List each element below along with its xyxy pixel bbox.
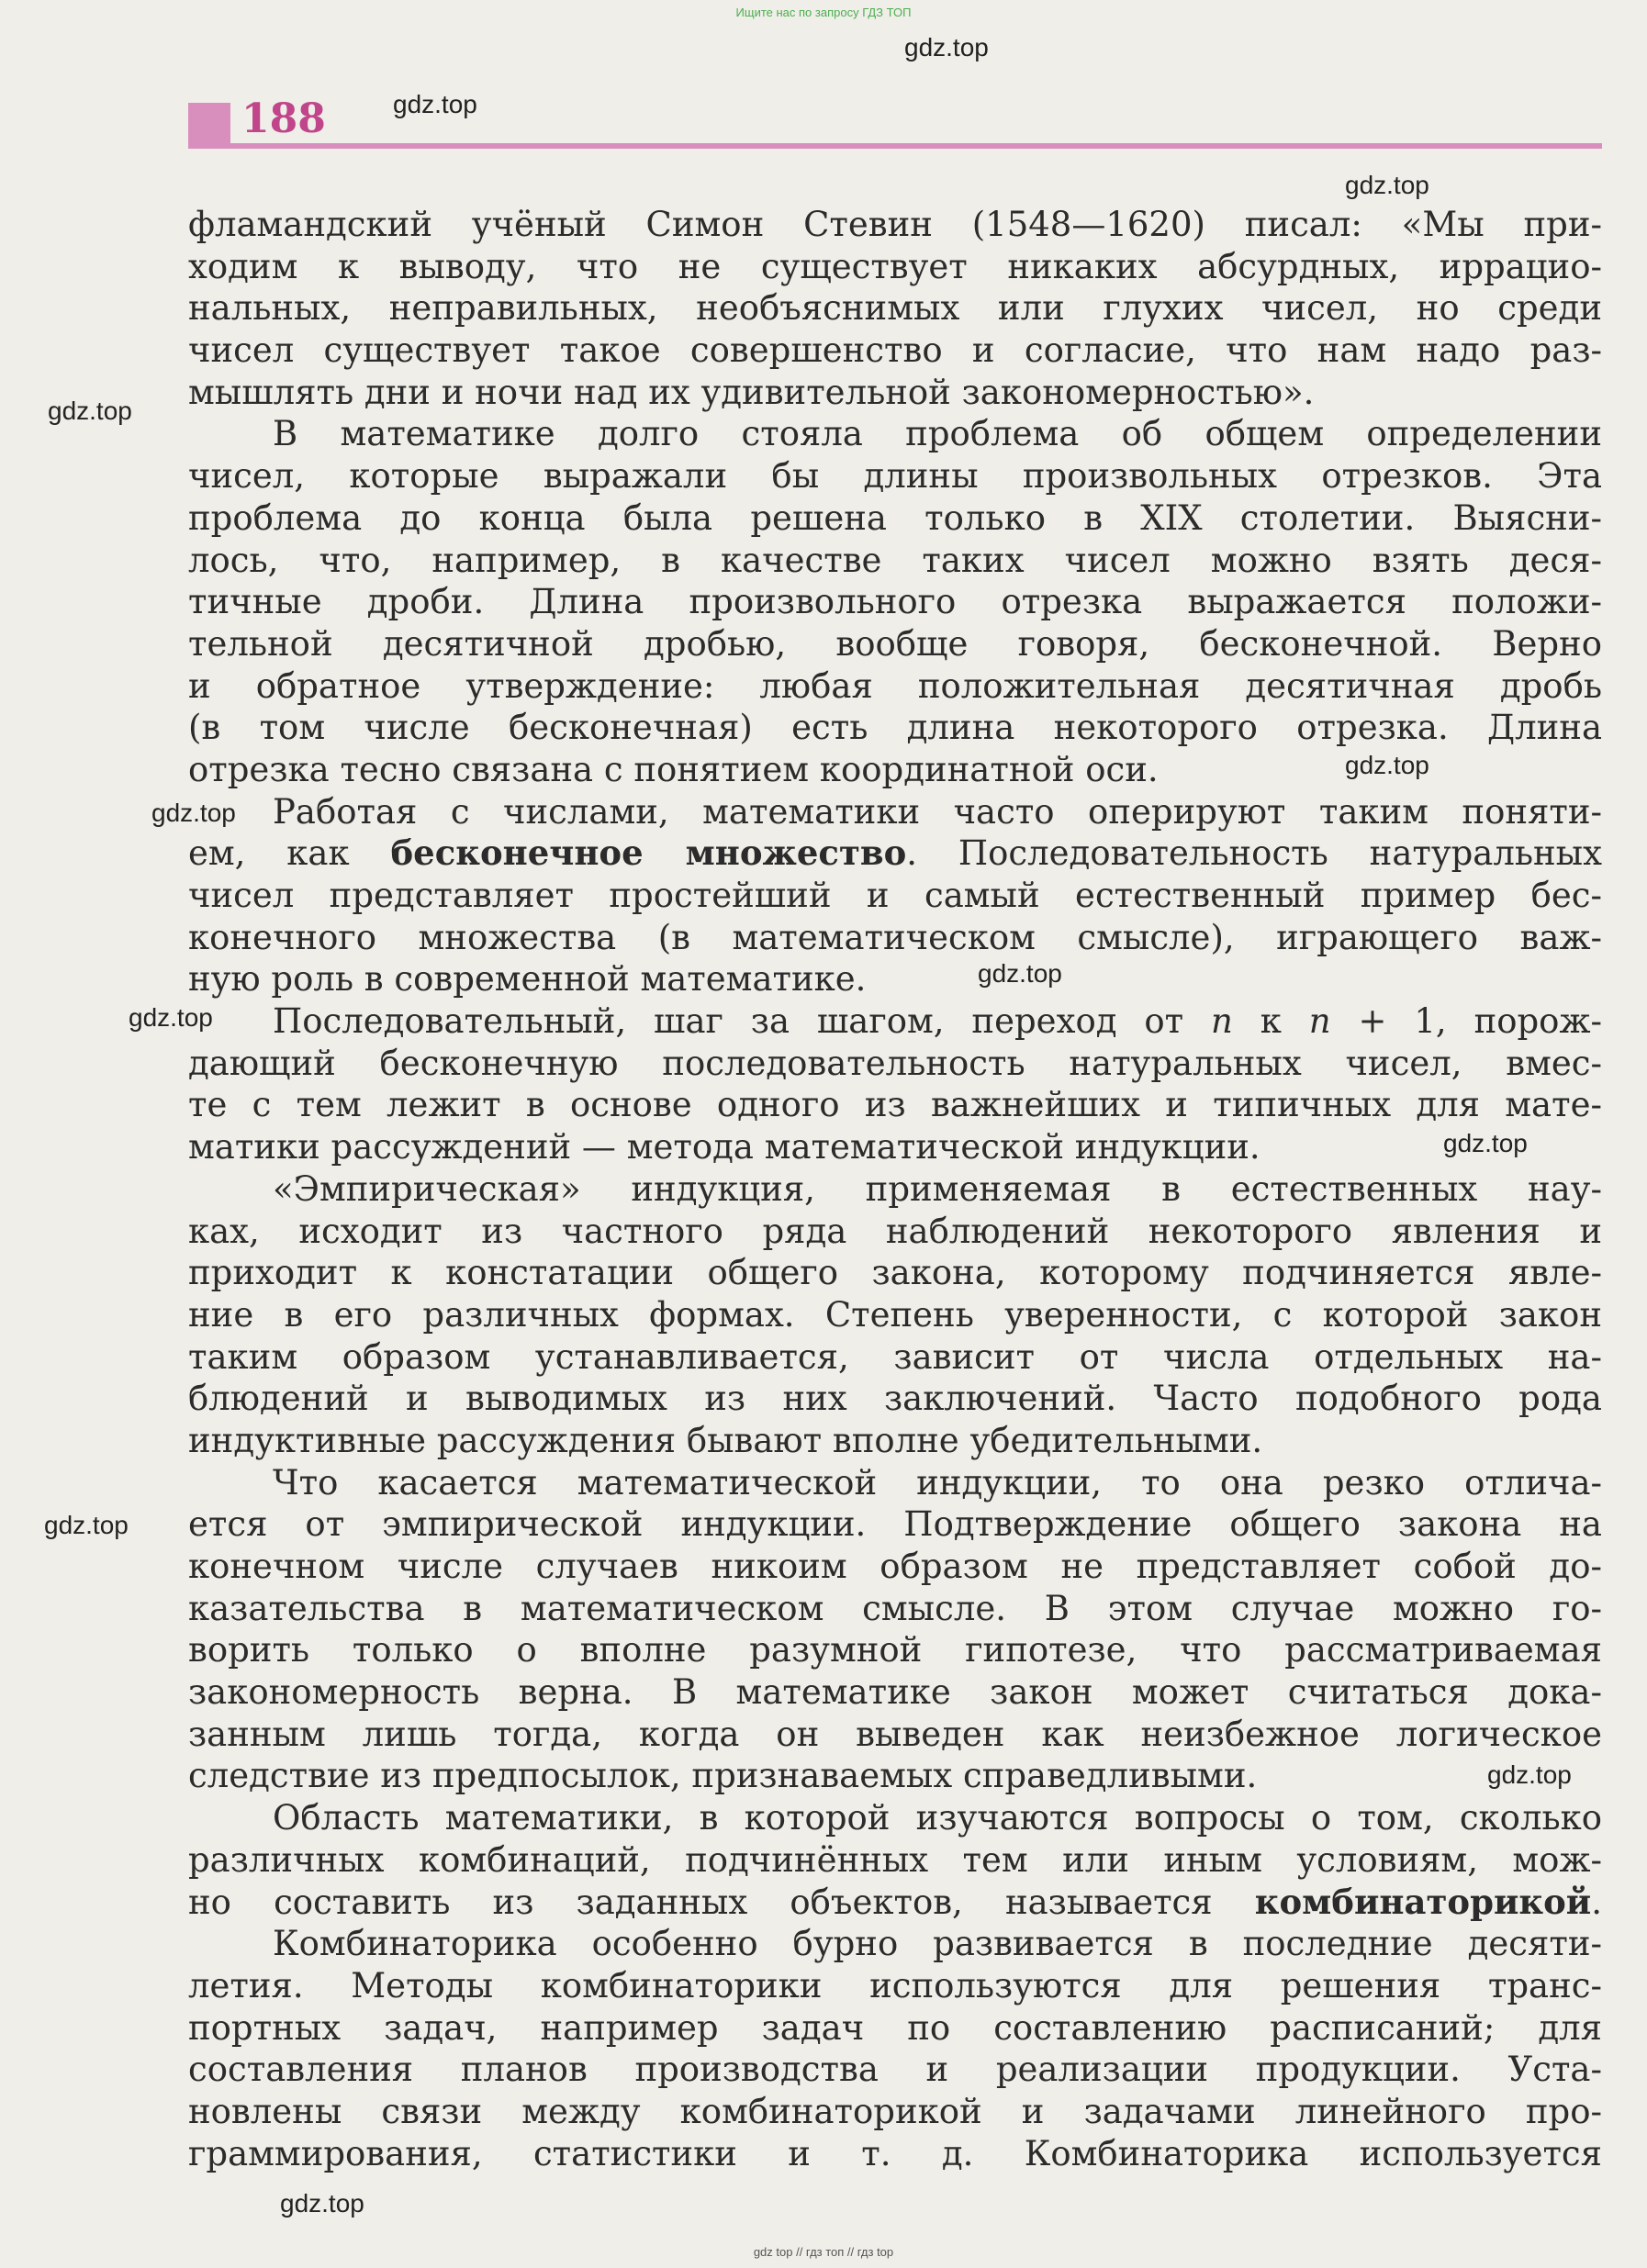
watermark: gdz.top	[1487, 1760, 1572, 1789]
text-line: Комбинаторика особенно бурно развивается в последние десяти-	[273, 1924, 1602, 1964]
text-fragment: .	[1591, 1882, 1602, 1922]
bold-term: комбинаторикой	[1254, 1881, 1592, 1922]
text-line: «Эмпирическая» индукция, применяемая в естественных нау-	[273, 1168, 1602, 1209]
text-line	[188, 1882, 1602, 1924]
text-line: казательства в математическом смысле. В этом случае можно го-	[188, 1588, 1602, 1628]
watermark: gdz.top	[129, 1003, 213, 1032]
text-line: граммирования, статистики и т. д. Комбинаторика используется	[188, 2133, 1602, 2173]
text-fragment: к	[1232, 1001, 1309, 1042]
watermark: gdz.top	[1345, 751, 1429, 779]
text-line: отрезка тесно связана с понятием координатной оси.	[188, 749, 1159, 789]
text-line: блюдений и выводимых из них заключений. Часто подобного рода	[188, 1379, 1602, 1419]
bold-term: бесконечное множество	[390, 832, 907, 874]
page-number: 188	[241, 95, 326, 142]
text-line: ходим к выводу, что не существует никаких абсурдных, иррацио-	[188, 246, 1602, 286]
text-line	[188, 832, 1602, 875]
text-line: фламандский учёный Симон Стевин (1548—1620) писал: «Мы при-	[188, 205, 1602, 244]
text-line: занным лишь тогда, когда он выведен как неизбежное логическое	[188, 1714, 1602, 1754]
text-line: тичные дроби. Длина произвольного отрезка выражается положи-	[188, 582, 1602, 622]
watermark: gdz.top	[280, 2189, 364, 2218]
watermark: gdz.top	[151, 799, 236, 827]
top-banner: Ищите нас по запросу ГДЗ ТОП	[735, 6, 912, 19]
watermark: gdz.top	[48, 397, 132, 425]
text-fragment: но составить из заданных объектов, называется	[188, 1882, 1255, 1922]
text-line: матики рассуждений — метода математической индукции.	[188, 1127, 1260, 1168]
text-fragment: ем, как	[188, 833, 391, 874]
text-line: ние в его различных формах. Степень уверенности, с которой закон	[188, 1294, 1602, 1335]
header-rule	[188, 143, 1602, 149]
text-line: различных комбинаций, подчинённых тем или иным условиям, мож-	[188, 1839, 1602, 1880]
text-line: те с тем лежит в основе одного из важнейших и типичных для мате-	[188, 1085, 1602, 1125]
math-variable: n	[1308, 1001, 1331, 1042]
text-line: тельной десятичной дробью, вообще говоря, бесконечной. Верно	[188, 623, 1602, 664]
text-line: ворить только о вполне разумной гипотезе, что рассматриваемая	[188, 1630, 1602, 1670]
text-line: и обратное утверждение: любая положительная десятичная дробь	[188, 665, 1602, 706]
math-variable: n	[1211, 1001, 1233, 1042]
text-line: чисел представляет простейший и самый естественный пример бес-	[188, 876, 1602, 915]
text-line: чисел, которые выражали бы длины произвольных отрезков. Эта	[188, 456, 1602, 497]
text-line: Область математики, в которой изучаются вопросы о том, сколько	[273, 1798, 1602, 1838]
watermark: gdz.top	[978, 959, 1062, 988]
footer-watermark: gdz top // гдз топ // гдз top	[753, 2245, 894, 2259]
text-fragment: Последовательный, шаг за шагом, переход от	[273, 1001, 1212, 1042]
text-line: Что касается математической индукции, то она резко отлича-	[273, 1462, 1602, 1503]
text-line: составления планов производства и реализации продукции. Уста-	[188, 2050, 1602, 2090]
text-line: конечном числе случаев никоим образом не представляет собой до-	[188, 1547, 1602, 1586]
text-line: ках, исходит из частного ряда наблюдений некоторого явления и	[188, 1211, 1602, 1251]
text-line: конечного множества (в математическом смысле), играющего важ-	[188, 917, 1602, 957]
text-line: следствие из предпосылок, признаваемых справедливыми.	[188, 1756, 1258, 1796]
text-line: таким образом устанавливается, зависит от числа отдельных на-	[188, 1336, 1602, 1377]
text-line: Работая с числами, математики часто оперируют таким поняти-	[273, 791, 1602, 832]
page-header	[188, 95, 1602, 147]
text-line: чисел существует такое совершенство и согласие, что нам надо раз-	[188, 330, 1602, 371]
text-line: ется от эмпирической индукции. Подтверждение общего закона на	[188, 1504, 1602, 1545]
text-line: дающий бесконечную последовательность натуральных чисел, вмес-	[188, 1043, 1602, 1083]
text-line: индуктивные рассуждения бывают вполне убедительными.	[188, 1420, 1263, 1460]
text-line: летия. Методы комбинаторики используются для решения транс-	[188, 1965, 1602, 2005]
text-line: ную роль в современной математике.	[188, 959, 867, 1000]
text-line: проблема до конца была решена только в XIX столетии. Выясни-	[188, 497, 1602, 538]
text-line: В математике долго стояла проблема об общем определении	[273, 414, 1602, 454]
text-line: нальных, неправильных, необъяснимых или глухих чисел, но среди	[188, 288, 1602, 329]
text-line: портных задач, например задач по составлению расписаний; для	[188, 2007, 1602, 2048]
watermark: gdz.top	[904, 33, 989, 61]
page-number-marker	[188, 103, 230, 147]
text-fragment: + 1, порож-	[1330, 1001, 1602, 1042]
watermark: gdz.top	[1443, 1129, 1528, 1157]
text-line: мышлять дни и ночи над их удивительной закономерностью».	[188, 372, 1315, 412]
watermark: gdz.top	[393, 90, 477, 118]
text-line: приходит к констатации общего закона, которому подчиняется явле-	[188, 1253, 1602, 1293]
text-line: закономерность верна. В математике закон может считаться дока-	[188, 1672, 1602, 1713]
text-fragment: . Последовательность натуральных	[906, 833, 1602, 874]
body-text	[188, 204, 1602, 2174]
text-line: лось, что, например, в качестве таких чисел можно взять деся-	[188, 540, 1602, 580]
text-line: (в том числе бесконечная) есть длина некоторого отрезка. Длина	[188, 708, 1602, 748]
text-line: новлены связи между комбинаторикой и задачами линейного про-	[188, 2091, 1602, 2131]
text-line	[188, 1000, 1602, 1043]
watermark: gdz.top	[44, 1511, 129, 1539]
watermark: gdz.top	[1345, 171, 1429, 199]
